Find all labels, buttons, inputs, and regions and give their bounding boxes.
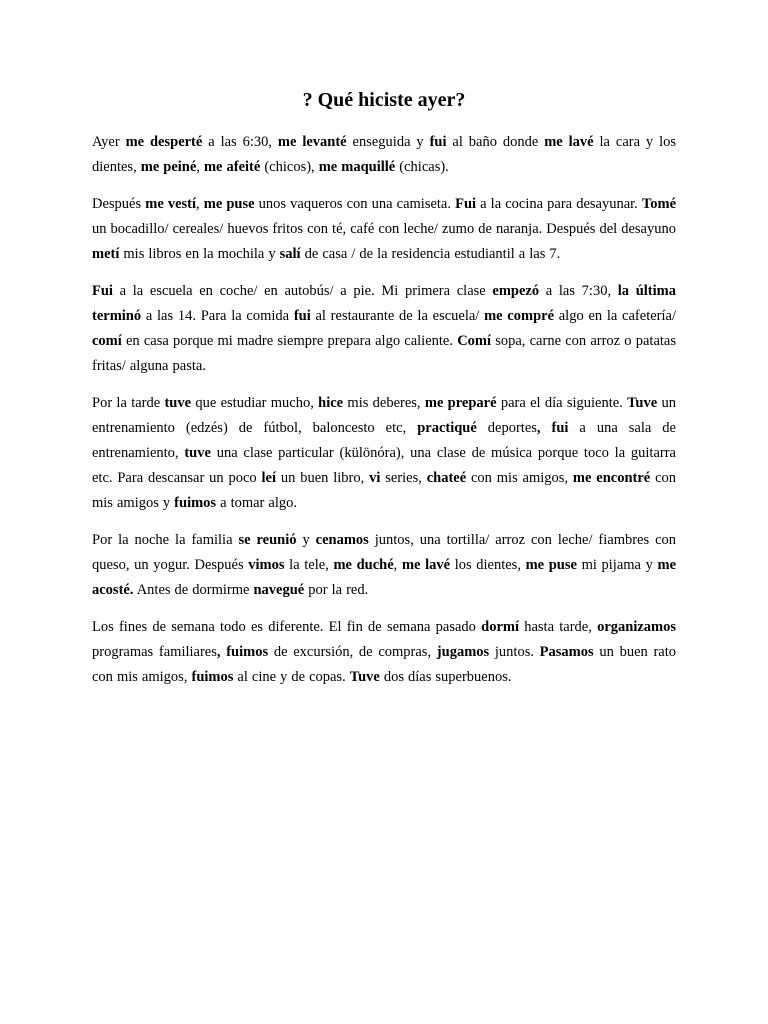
bold-verb: vimos bbox=[248, 557, 285, 573]
bold-verb: me acosté. bbox=[92, 557, 677, 598]
text-segment: al cine y de copas. bbox=[233, 669, 350, 685]
text-segment: dos días superbuenos. bbox=[379, 669, 512, 685]
bold-verb: jugamos bbox=[436, 644, 490, 660]
document-title: ? Qué hiciste ayer? bbox=[302, 89, 466, 111]
bold-verb: Pasamos bbox=[539, 644, 594, 660]
bold-verb: me afeité bbox=[203, 159, 261, 175]
text-segment: Ayer bbox=[92, 134, 126, 150]
text-segment: series, bbox=[380, 470, 427, 486]
text-segment: deportes bbox=[476, 420, 537, 436]
text-segment: la cara y los dientes, bbox=[92, 134, 677, 175]
text-segment: la tele, bbox=[284, 557, 334, 573]
bold-verb: me lavé bbox=[401, 557, 451, 573]
text-segment: un buen rato con mis amigos, bbox=[92, 644, 677, 685]
bold-verb: la última terminó bbox=[92, 283, 676, 324]
text-segment: con mis amigos y bbox=[92, 470, 677, 511]
text-segment: los dientes, bbox=[450, 557, 526, 573]
bold-verb: se reunió bbox=[238, 532, 297, 548]
bold-verb: navegué bbox=[253, 582, 305, 598]
text-segment: Por la tarde bbox=[92, 395, 165, 411]
bold-verb: me desperté bbox=[125, 134, 203, 150]
text-segment: Los fines de semana todo es diferente. El fin de semana pasado bbox=[92, 619, 482, 635]
bold-verb: cenamos bbox=[315, 532, 369, 548]
bold-verb: me lavé bbox=[544, 134, 594, 150]
bold-verb: metí bbox=[92, 246, 120, 262]
bold-verb: vi bbox=[369, 470, 381, 486]
text-segment: programas familiares bbox=[92, 644, 217, 660]
paragraph bbox=[92, 192, 676, 267]
bold-verb: Tomé bbox=[641, 196, 677, 212]
bold-verb: leí bbox=[261, 470, 277, 486]
paragraph bbox=[92, 615, 676, 690]
document-body bbox=[92, 130, 676, 702]
bold-verb: , fui bbox=[536, 420, 569, 436]
text-segment: que estudiar mucho, bbox=[191, 395, 319, 411]
text-segment: a la escuela en coche/ en autobús/ a pie. Mi primera clase bbox=[112, 283, 493, 299]
text-segment: al baño donde bbox=[446, 134, 545, 150]
bold-verb: Fui bbox=[455, 196, 477, 212]
bold-verb: comí bbox=[92, 333, 122, 349]
bold-verb: salí bbox=[279, 246, 301, 262]
bold-verb: hice bbox=[318, 395, 344, 411]
bold-verb: fuimos bbox=[174, 495, 217, 511]
bold-verb: me duché bbox=[333, 557, 394, 573]
text-segment: mis libros en la mochila y bbox=[119, 246, 280, 262]
text-segment: a las 6:30, bbox=[202, 134, 278, 150]
text-segment: por la red. bbox=[304, 582, 369, 598]
text-segment: para el día siguiente. bbox=[496, 395, 628, 411]
text-segment: unos vaqueros con una camiseta. bbox=[254, 196, 456, 212]
bold-verb: organizamos bbox=[597, 619, 676, 635]
text-segment: un entrenamiento (edzés) de fútbol, baloncesto etc, bbox=[92, 395, 676, 436]
text-segment: a la cocina para desayunar. bbox=[476, 196, 642, 212]
text-segment: en casa porque mi madre siempre prepara algo caliente. bbox=[121, 333, 458, 349]
bold-verb: me vestí bbox=[145, 196, 197, 212]
text-segment: , bbox=[196, 196, 204, 212]
text-segment: un buen libro, bbox=[276, 470, 370, 486]
text-segment: algo en la cafetería/ bbox=[554, 308, 676, 324]
paragraph bbox=[92, 391, 676, 516]
bold-verb: empezó bbox=[492, 283, 540, 299]
text-segment: Por la noche la familia bbox=[92, 532, 239, 548]
paragraph bbox=[92, 130, 676, 180]
text-segment: juntos. bbox=[489, 644, 540, 660]
bold-verb: tuve bbox=[184, 445, 211, 461]
bold-verb: tuve bbox=[164, 395, 192, 411]
text-segment: al restaurante de la escuela/ bbox=[310, 308, 485, 324]
bold-verb: me puse bbox=[525, 557, 577, 573]
text-segment: a una sala de entrenamiento, bbox=[92, 420, 676, 461]
text-segment: de excursión, de compras, bbox=[268, 644, 437, 660]
text-segment: de casa / de la residencia estudiantil a las 7. bbox=[300, 246, 561, 262]
text-segment: sopa, carne con arroz o patatas fritas/ alguna pasta. bbox=[92, 333, 676, 374]
text-segment: un bocadillo/ cereales/ huevos fritos con té, café con leche/ zumo de naranja. Después del desayuno bbox=[92, 221, 676, 237]
bold-verb: me levanté bbox=[277, 134, 347, 150]
text-segment: a tomar algo. bbox=[216, 495, 297, 511]
bold-verb: me maquillé bbox=[318, 159, 396, 175]
bold-verb: me compré bbox=[484, 308, 555, 324]
bold-verb: me peiné bbox=[140, 159, 197, 175]
bold-verb: me encontré bbox=[572, 470, 651, 486]
text-segment: mis deberes, bbox=[343, 395, 425, 411]
bold-verb: , fuimos bbox=[216, 644, 269, 660]
text-segment: Antes de dormirme bbox=[133, 582, 254, 598]
text-segment: juntos, una tortilla/ arroz con leche/ fiambres con queso, un yogur. Después bbox=[92, 532, 677, 573]
bold-verb: chateé bbox=[426, 470, 467, 486]
bold-verb: dormí bbox=[481, 619, 519, 635]
bold-verb: fuimos bbox=[191, 669, 234, 685]
paragraph bbox=[92, 528, 676, 603]
bold-verb: fui bbox=[293, 308, 311, 324]
bold-verb: me preparé bbox=[424, 395, 497, 411]
text-segment: , bbox=[196, 159, 204, 175]
bold-verb: fui bbox=[429, 134, 447, 150]
text-segment: a las 14. Para la comida bbox=[141, 308, 294, 324]
bold-verb: Fui bbox=[92, 283, 113, 299]
text-segment: hasta tarde, bbox=[519, 619, 598, 635]
text-segment: enseguida y bbox=[346, 134, 430, 150]
text-segment: a las 7:30, bbox=[539, 283, 618, 299]
bold-verb: Tuve bbox=[349, 669, 380, 685]
text-segment: una clase particular (különóra), una clase de música porque toco la guitarra etc. Para descansar un poco bbox=[92, 445, 676, 486]
text-segment: y bbox=[296, 532, 316, 548]
text-segment: con mis amigos, bbox=[466, 470, 573, 486]
bold-verb: practiqué bbox=[417, 420, 477, 436]
paragraph bbox=[92, 279, 676, 379]
text-segment: mi pijama y bbox=[576, 557, 658, 573]
text-segment: , bbox=[393, 557, 402, 573]
bold-verb: me puse bbox=[203, 196, 255, 212]
bold-verb: Tuve bbox=[627, 395, 658, 411]
text-segment: (chicas). bbox=[395, 159, 449, 175]
text-segment: (chicos), bbox=[260, 159, 319, 175]
text-segment: Después bbox=[92, 196, 146, 212]
bold-verb: Comí bbox=[457, 333, 492, 349]
